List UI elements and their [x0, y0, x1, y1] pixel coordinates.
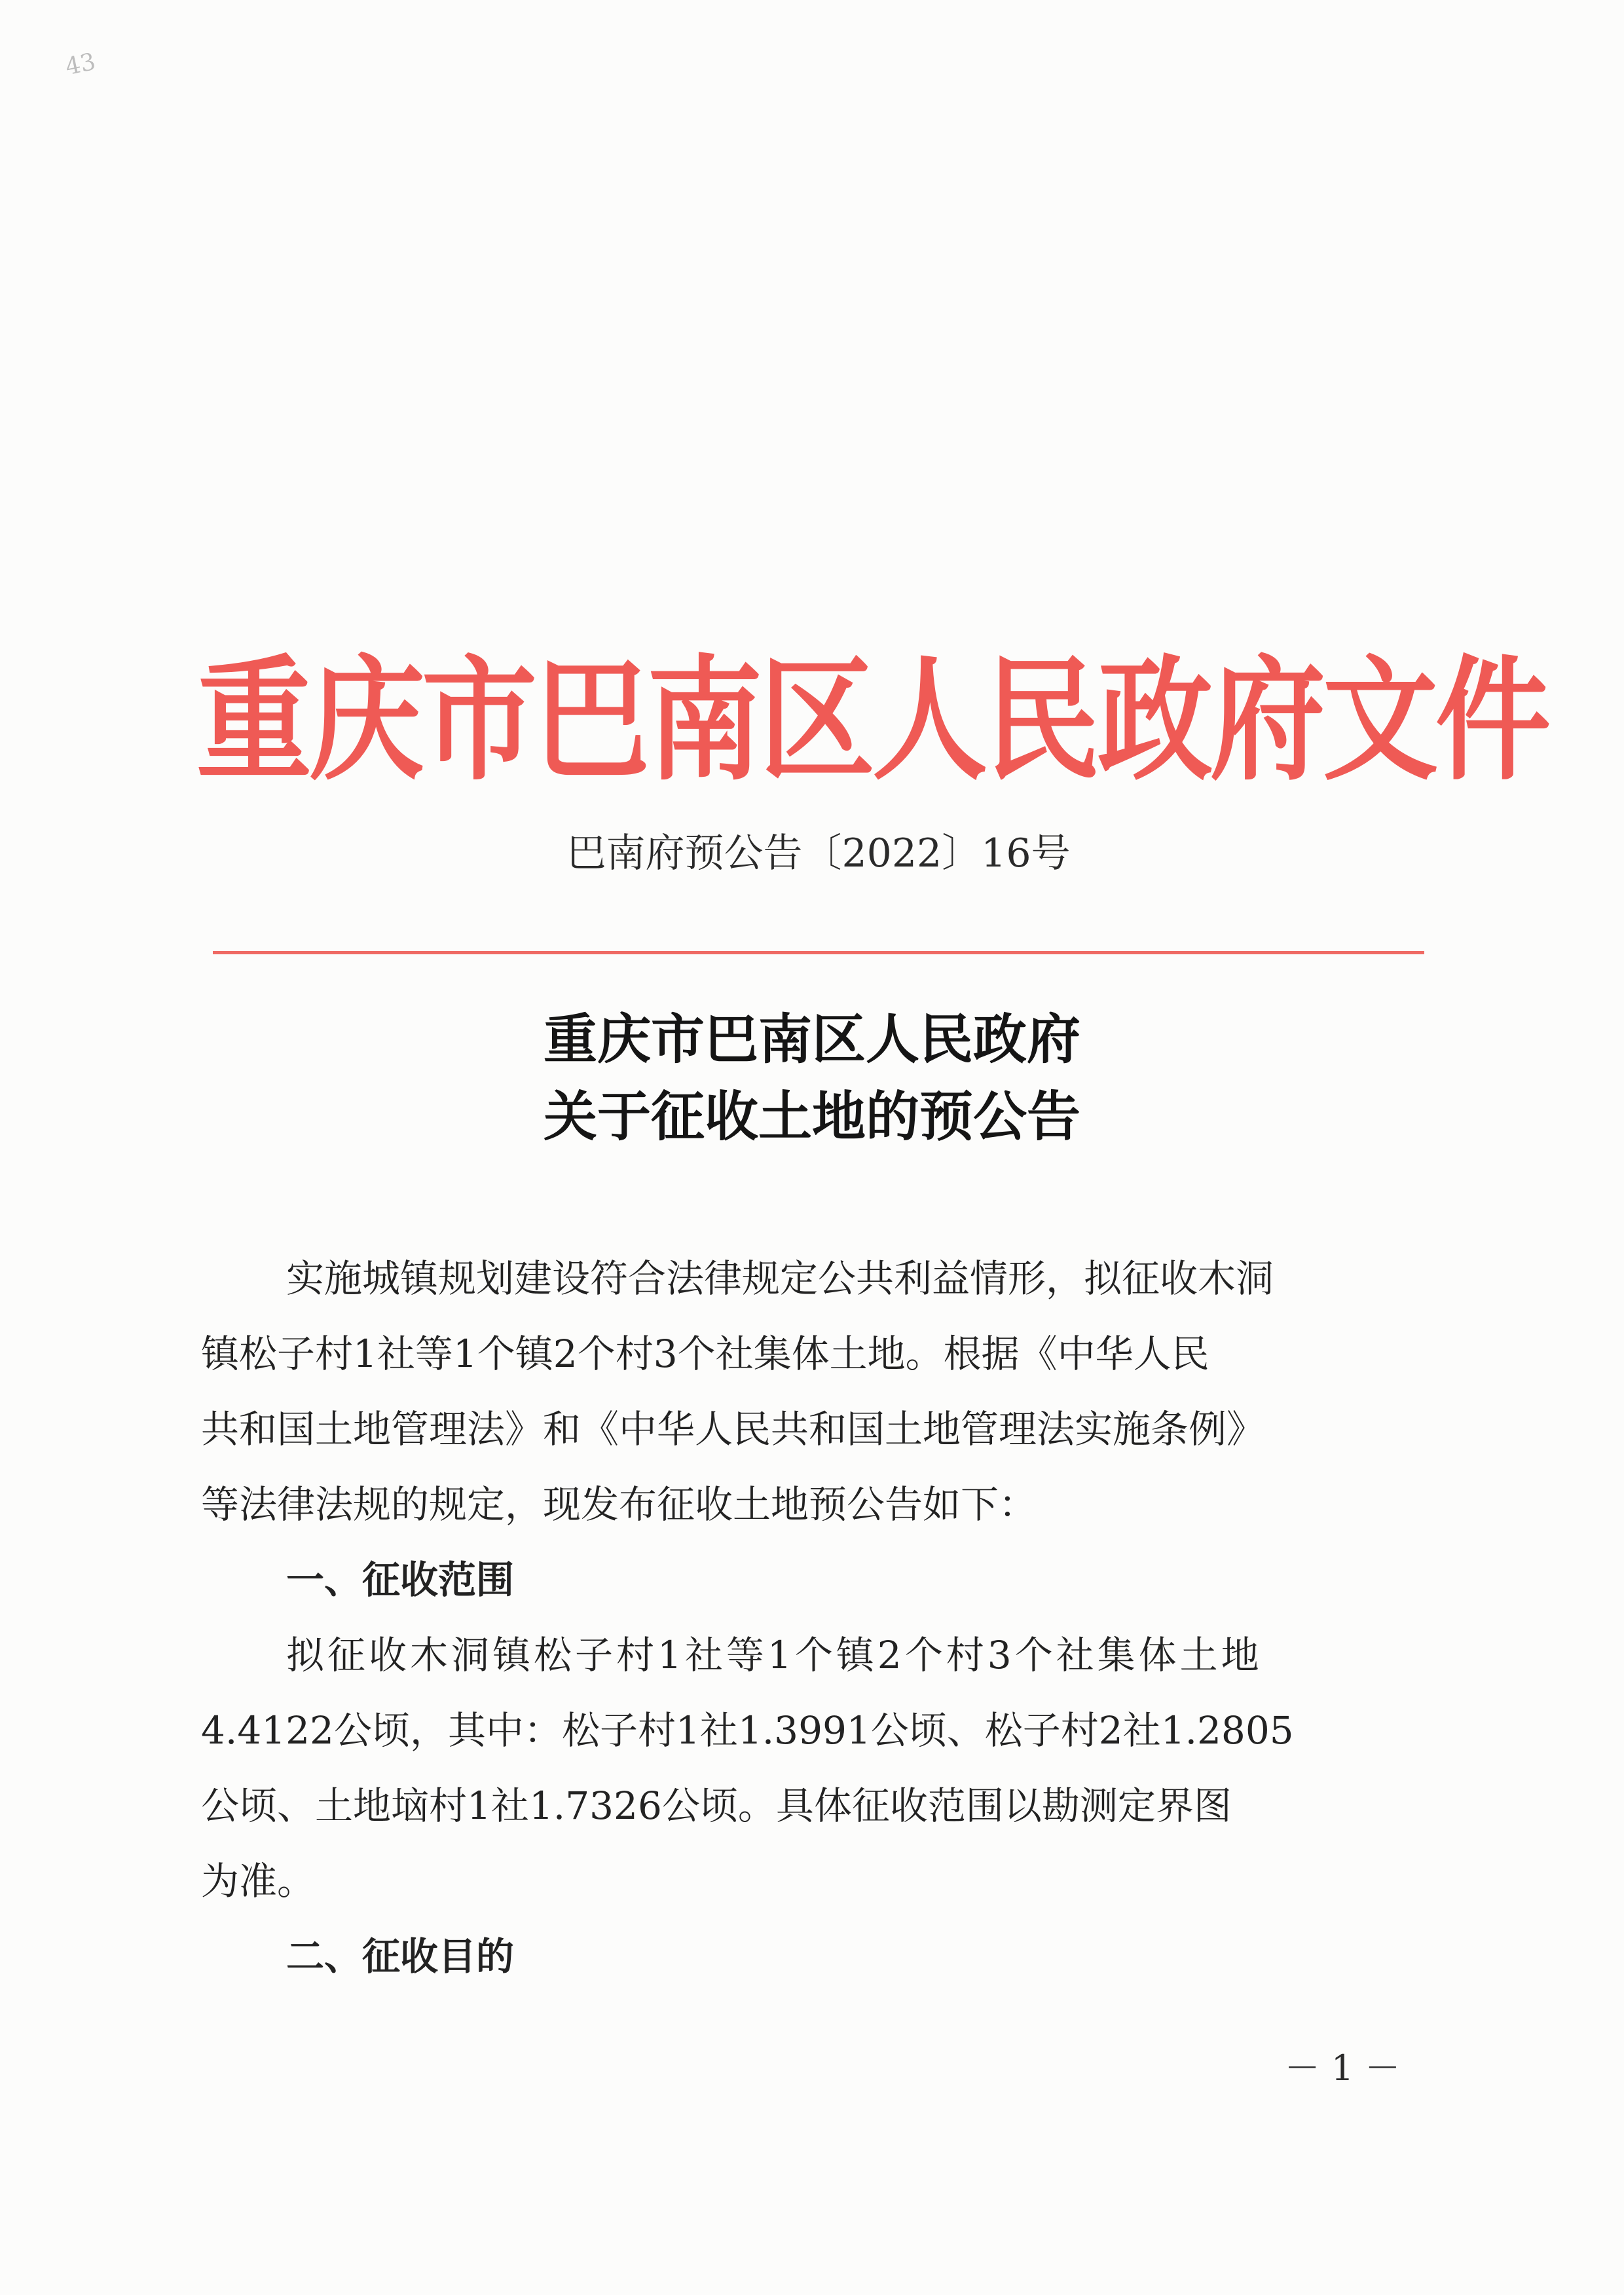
body-line-7: 4.4122公顷，其中：松子村1社1.3991公顷、松子村2社1.2805 — [201, 1708, 1294, 1753]
body-line-2: 镇松子村1社等1个镇2个村3个社集体土地。根据《中华人民 — [201, 1332, 1209, 1376]
body-line-1: 实施城镇规划建设符合法律规定公共利益情形，拟征收木洞 — [286, 1256, 1274, 1301]
masthead-title: 重庆市巴南区人民政府文件 — [196, 641, 1549, 799]
body-line-3: 共和国土地管理法》和《中华人民共和国土地管理法实施条例》 — [201, 1407, 1265, 1451]
body-line-6: 拟征收木洞镇松子村1社等1个镇2个村3个社集体土地 — [286, 1633, 1263, 1677]
page-number: － 1 － — [1284, 2047, 1401, 2089]
section-heading-purpose: 二、征收目的 — [286, 1934, 515, 1979]
body-line-8: 公顷、土地垴村1社1.7326公顷。具体征收范围以勘测定界图 — [201, 1783, 1232, 1828]
body-line-9: 为准。 — [201, 1859, 316, 1903]
red-separator — [213, 951, 1424, 954]
document-number: 巴南府预公告〔2022〕16号 — [566, 830, 1071, 876]
body-line-4: 等法律法规的规定，现发布征收土地预公告如下： — [201, 1482, 1037, 1527]
scan-mark: 43 — [63, 48, 98, 81]
notice-body — [201, 1241, 1412, 1994]
title-line-1: 重庆市巴南区人民政府 — [543, 1008, 1080, 1071]
title-line-2: 关于征收土地的预公告 — [543, 1085, 1080, 1148]
section-heading-scope: 一、征收范围 — [286, 1558, 515, 1602]
notice-title — [367, 1001, 1257, 1155]
